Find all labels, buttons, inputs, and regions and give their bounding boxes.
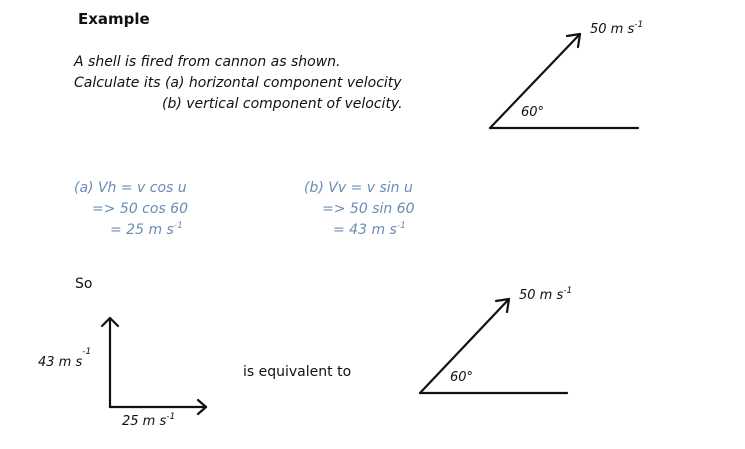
top-magnitude-label: 50 m $s^{-1}$ bbox=[590, 20, 644, 37]
so-label: So bbox=[75, 276, 93, 292]
bottom-angle-label: 60° bbox=[450, 370, 474, 385]
solution-b-line-2: => 50 sin 60 bbox=[322, 201, 415, 217]
vertical-component-label: 43 m $s^{-1}$ bbox=[38, 347, 92, 370]
example-title: Example bbox=[78, 10, 150, 28]
solution-a-line-2: => 50 cos 60 bbox=[92, 201, 188, 217]
bottom-magnitude-label: 50 m $s^{-1}$ bbox=[519, 286, 573, 303]
solution-a-line-1: (a) Vh = v cos u bbox=[74, 180, 187, 196]
horizontal-component-label: 25 m $s^{-1}$ bbox=[122, 412, 176, 429]
solution-a-line-3: = 25 m $s^{-1}$ bbox=[110, 221, 183, 238]
equivalence-text: is equivalent to bbox=[243, 364, 352, 380]
problem-line-1: A shell is fired from cannon as shown. bbox=[74, 54, 341, 70]
solution-b-line-1: (b) Vv = v sin u bbox=[304, 180, 413, 196]
top-angle-label: 60° bbox=[521, 105, 545, 120]
solution-b-line-3: = 43 m $s^{-1}$ bbox=[333, 221, 406, 238]
problem-line-3: (b) vertical component of velocity. bbox=[162, 96, 403, 112]
problem-line-2: Calculate its (a) horizontal component velocity bbox=[74, 75, 402, 91]
